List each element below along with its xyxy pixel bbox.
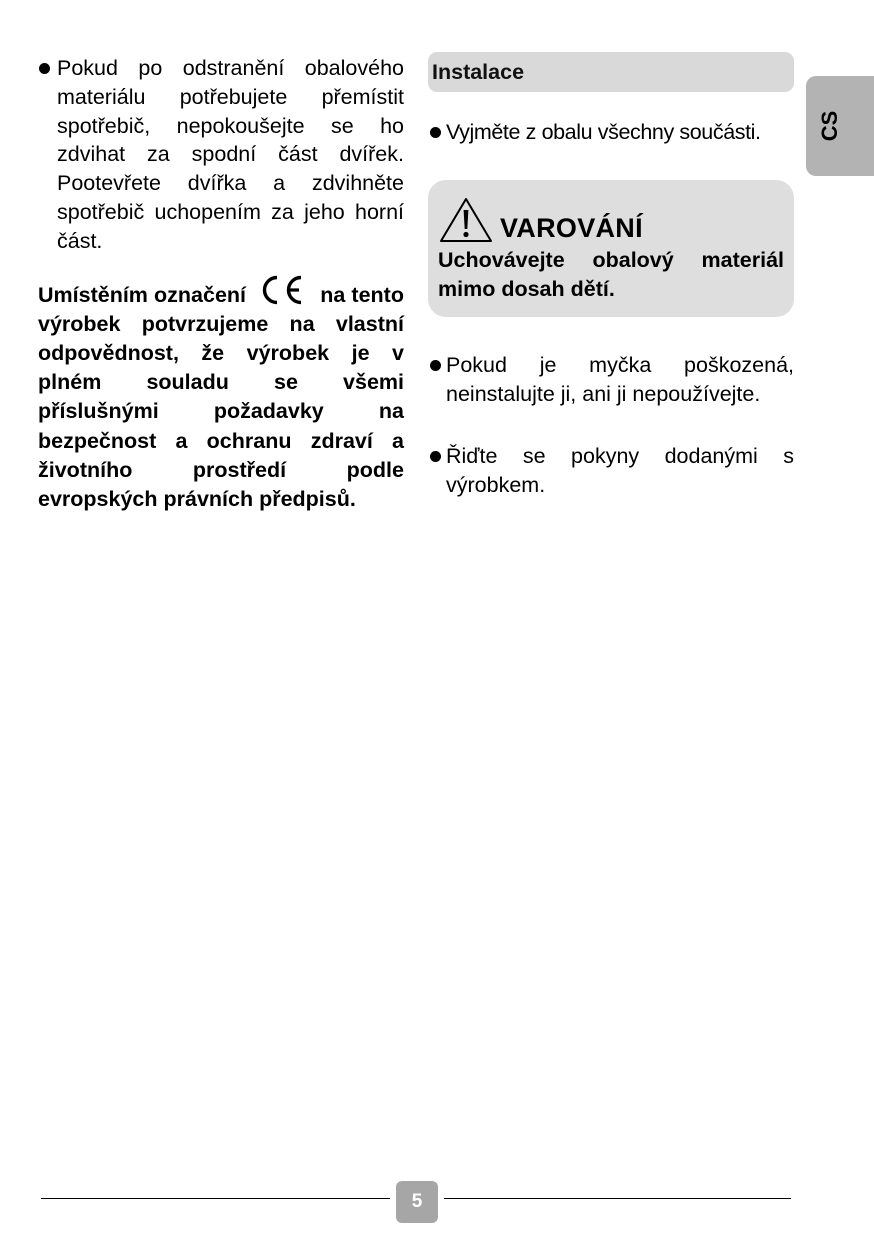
footer-divider-left	[41, 1198, 390, 1199]
list-item	[38, 54, 404, 256]
warning-title: VAROVÁNÍ	[500, 212, 643, 243]
footer-divider-right	[444, 1198, 791, 1199]
language-label: CS	[817, 110, 842, 142]
left-column	[38, 54, 404, 514]
list-item-text: Pokud je myčka poškozená, neinstalujte ji, ani ji nepoužívejte.	[446, 353, 794, 407]
warning-box	[428, 180, 794, 318]
page-number: 5	[396, 1181, 438, 1223]
right-column	[428, 52, 794, 500]
list-item	[428, 351, 794, 409]
warning-header	[438, 190, 784, 244]
bullet-icon	[430, 127, 441, 138]
ce-declaration-lead: Umístěním označení	[38, 282, 247, 307]
warning-triangle-icon	[438, 196, 494, 244]
list-item-text: Vyjměte z obalu všechny součásti.	[446, 120, 761, 144]
list-item	[428, 442, 794, 500]
language-tab	[806, 76, 874, 176]
ce-declaration	[38, 274, 404, 515]
list-item-text: Řiďte se pokyny dodanými s výrobkem.	[446, 443, 794, 497]
bullet-icon	[430, 451, 441, 462]
bullet-icon	[39, 63, 50, 74]
list-item-text: Pokud po odstranění obalového materiálu potřebujete přemístit spotřebič, nepokoušejte se ho zdvihat za spodní část dvířek. Pootevřete dvířka a zdvihněte spotřebič uchopením za jeho horní část.	[57, 56, 404, 253]
ce-declaration-body: na tento výrobek potvrzujeme na vlastní odpovědnost, že výrobek je v plném souladu se všemi příslušnými požadavky na bezpečnost a ochranu zdraví a životního prostředí podle evropských právních předpisů.	[38, 282, 404, 511]
section-title: Instalace	[428, 52, 794, 92]
warning-text: Uchovávejte obalový materiál mimo dosah dětí.	[438, 247, 784, 301]
ce-mark-icon	[258, 274, 306, 306]
bullet-icon	[430, 360, 441, 371]
list-item	[428, 118, 794, 147]
